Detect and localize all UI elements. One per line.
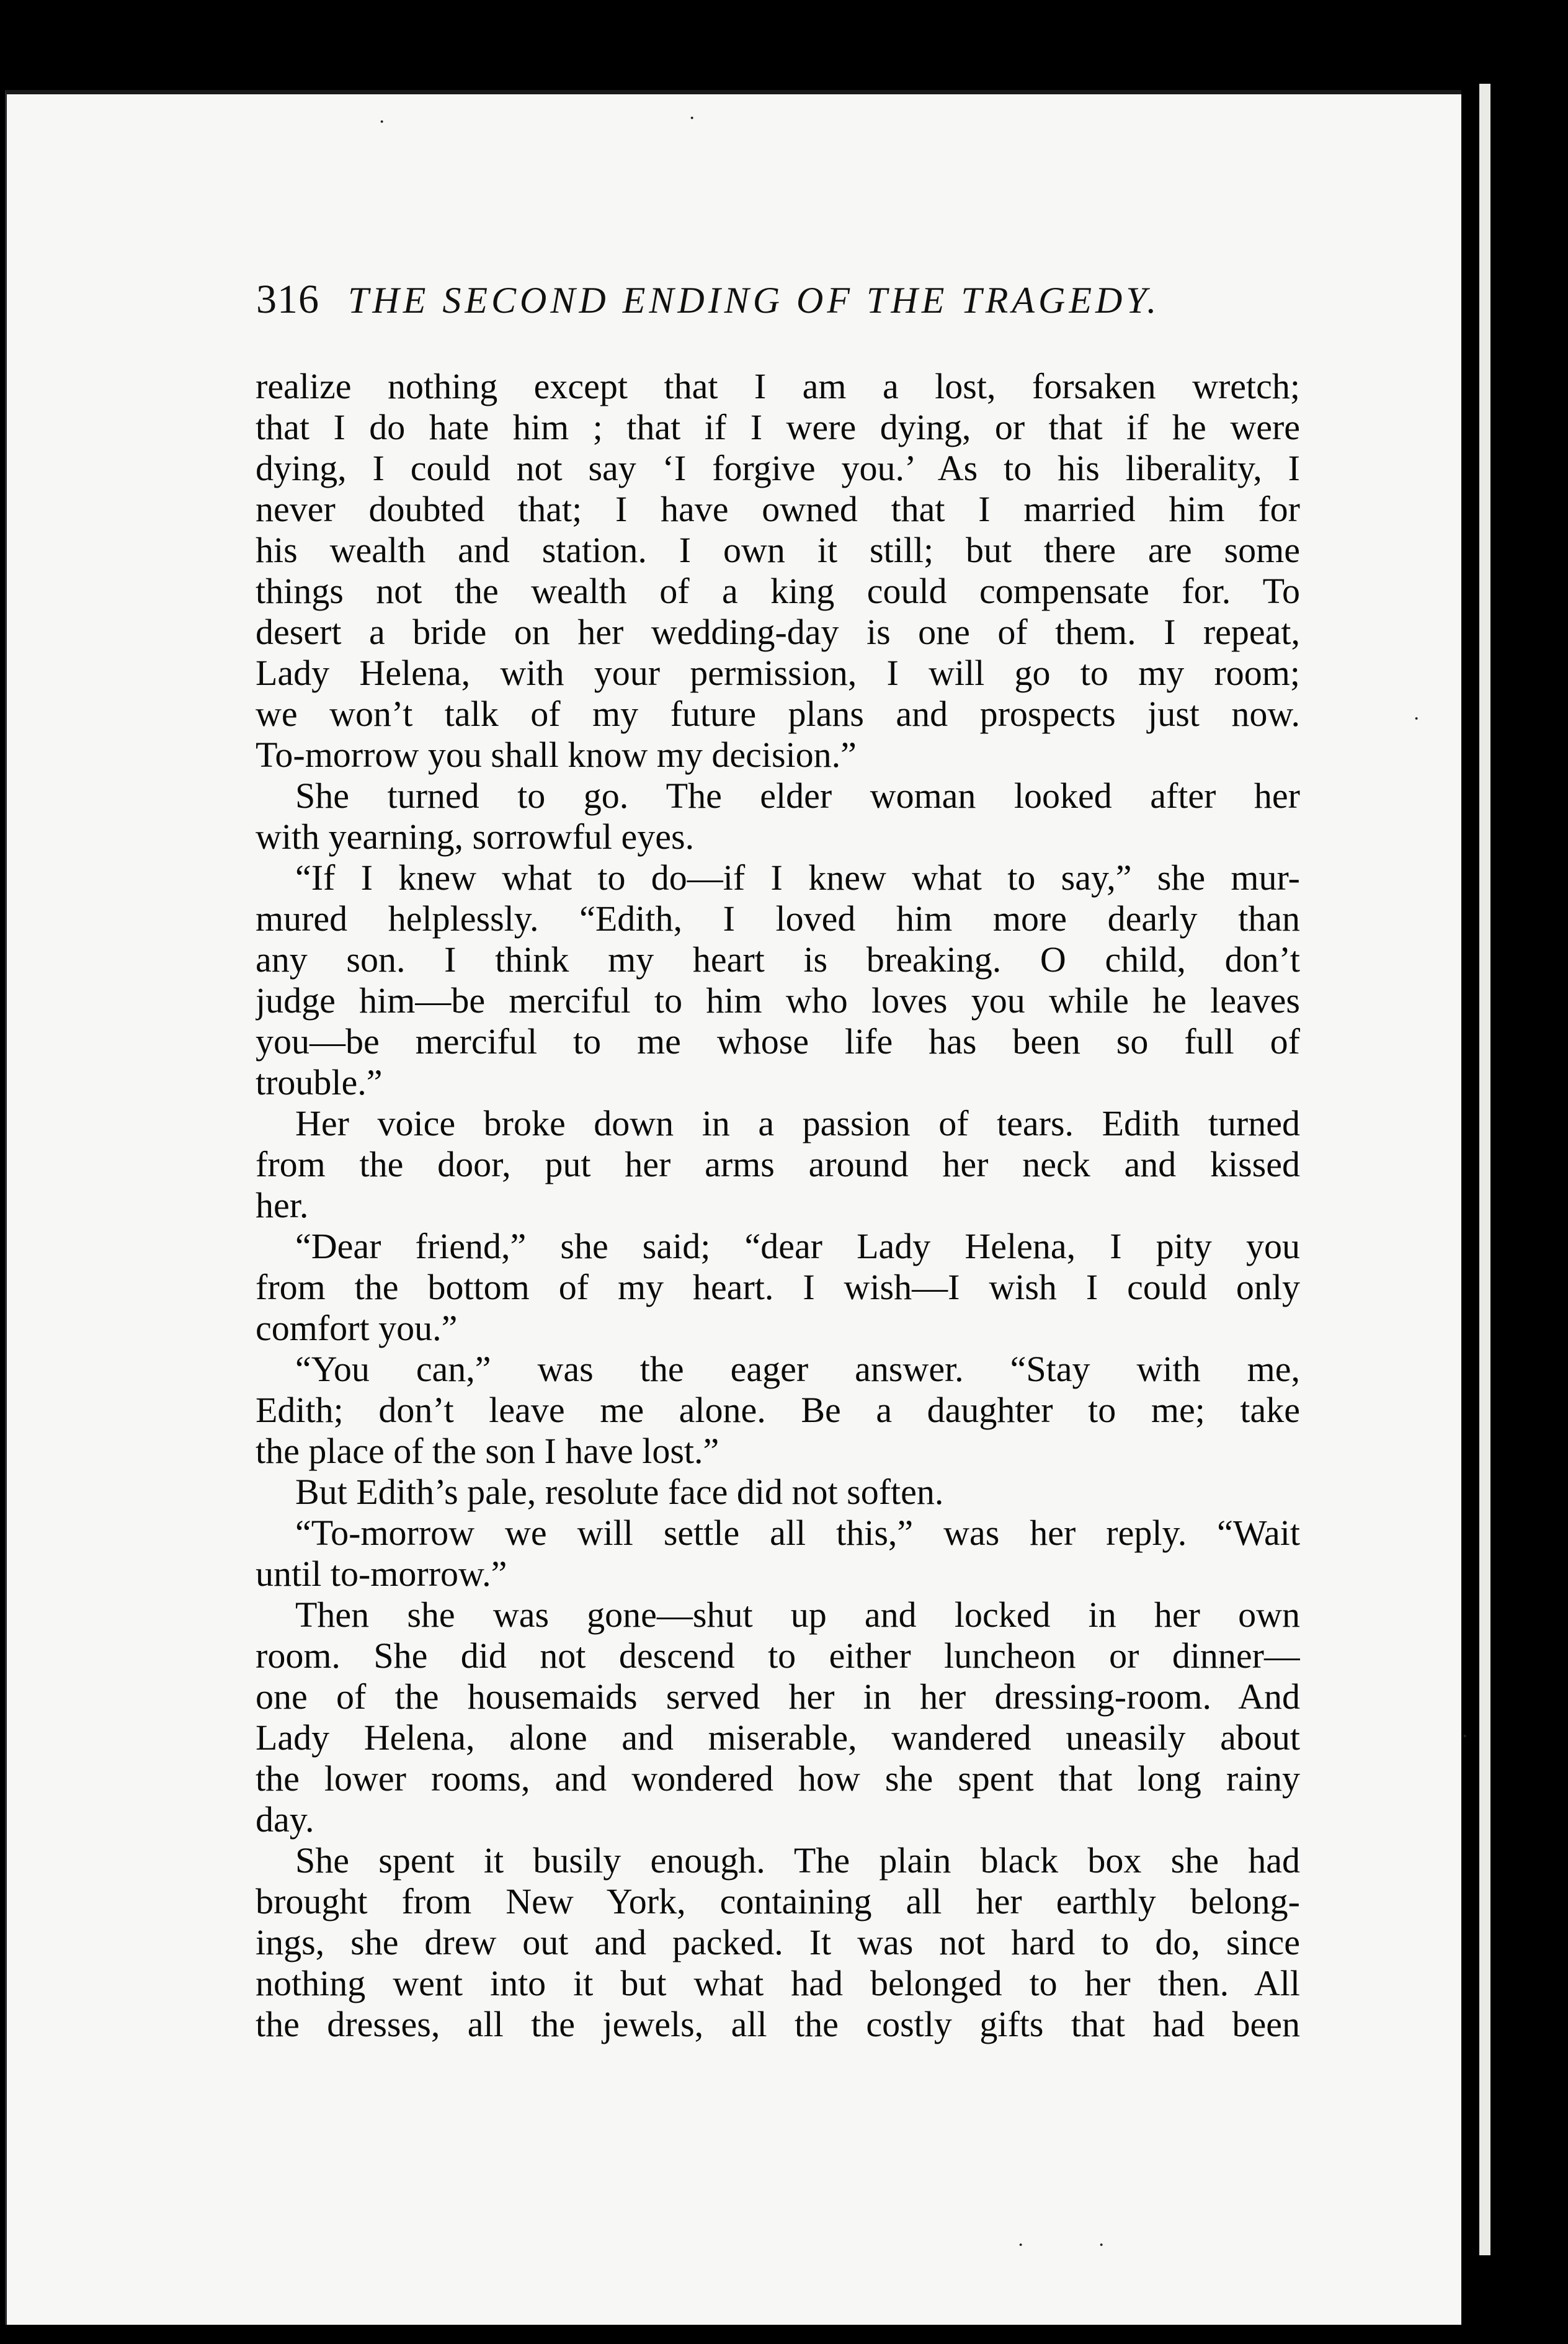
text-line: Lady Helena, alone and miserable, wandered uneasily about bbox=[256, 1717, 1300, 1758]
text-line: Her voice broke down in a passion of tears. Edith turned bbox=[295, 1103, 1300, 1143]
text-line: Edith; don’t leave me alone. Be a daughter to me; take bbox=[256, 1390, 1300, 1430]
text-line: brought from New York, containing all her earthly belong- bbox=[256, 1881, 1300, 1921]
text-line: any son. I think my heart is breaking. O child, don’t bbox=[256, 939, 1300, 980]
text-line: things not the wealth of a king could compensate for. To bbox=[256, 571, 1300, 611]
text-line: mured helplessly. “Edith, I loved him more dearly than bbox=[256, 898, 1300, 939]
text-line: She turned to go. The elder woman looked after her bbox=[295, 776, 1300, 816]
text-line: one of the housemaids served her in her dressing-room. And bbox=[256, 1676, 1300, 1717]
text-line: until to-morrow.” bbox=[256, 1554, 507, 1594]
text-line: you—be merciful to me whose life has been so full of bbox=[256, 1021, 1300, 1062]
text-line: from the door, put her arms around her neck and kissed bbox=[256, 1144, 1300, 1184]
speck-mark: · bbox=[1017, 2234, 1025, 2257]
text-line: realize nothing except that I am a lost, forsaken wretch; bbox=[256, 366, 1300, 406]
text-line: comfort you.” bbox=[256, 1308, 458, 1348]
running-head bbox=[256, 276, 1298, 323]
text-line: the place of the son I have lost.” bbox=[256, 1431, 719, 1471]
speck-mark: · bbox=[1461, 1725, 1469, 1748]
running-head-title: THE SECOND ENDING OF THE TRAGEDY. bbox=[348, 280, 1160, 321]
text-line: dying, I could not say ‘I forgive you.’ As to his liberality, I bbox=[256, 448, 1300, 488]
text-line: never doubted that; I have owned that I married him for bbox=[256, 489, 1300, 529]
page-number: 316 bbox=[256, 277, 319, 322]
text-line: that I do hate him ; that if I were dying, or that if he were bbox=[256, 407, 1300, 447]
text-line: She spent it busily enough. The plain black box she had bbox=[295, 1840, 1300, 1881]
page-edge bbox=[1479, 84, 1490, 2255]
text-line: Then she was gone—shut up and locked in her own bbox=[295, 1595, 1300, 1635]
text-line: nothing went into it but what had belonged to her then. All bbox=[256, 1963, 1300, 2003]
text-line: we won’t talk of my future plans and prospects just now. bbox=[256, 694, 1300, 734]
text-line: To-morrow you shall know my decision.” bbox=[256, 735, 857, 775]
text-line: But Edith’s pale, resolute face did not soften. bbox=[295, 1472, 944, 1512]
speck-mark: · bbox=[1413, 707, 1420, 730]
text-line: the lower rooms, and wondered how she spent that long rainy bbox=[256, 1758, 1300, 1799]
speck-mark: · bbox=[688, 107, 696, 130]
text-line: “You can,” was the eager answer. “Stay with me, bbox=[295, 1349, 1300, 1389]
speck-mark: · bbox=[1098, 2234, 1105, 2257]
text-line: Lady Helena, with your permission, I will go to my room; bbox=[256, 653, 1300, 693]
text-line: ings, she drew out and packed. It was not hard to do, since bbox=[256, 1922, 1300, 1962]
text-line: judge him—be merciful to him who loves you while he leaves bbox=[256, 980, 1300, 1021]
text-line: with yearning, sorrowful eyes. bbox=[256, 816, 695, 857]
body-text bbox=[256, 366, 1300, 2045]
text-line: trouble.” bbox=[256, 1062, 383, 1103]
text-line: “To-morrow we will settle all this,” was her reply. “Wait bbox=[295, 1513, 1300, 1553]
text-line: desert a bride on her wedding-day is one of them. I repeat, bbox=[256, 612, 1300, 652]
text-line: room. She did not descend to either luncheon or dinner— bbox=[256, 1635, 1300, 1676]
text-line: “Dear friend,” she said; “dear Lady Helena, I pity you bbox=[295, 1226, 1300, 1266]
text-line: “If I knew what to do—if I knew what to say,” she mur- bbox=[295, 857, 1300, 898]
text-line: his wealth and station. I own it still; but there are some bbox=[256, 530, 1300, 570]
text-line: from the bottom of my heart. I wish—I wish I could only bbox=[256, 1267, 1300, 1307]
speck-mark: · bbox=[378, 110, 386, 133]
text-line: day. bbox=[256, 1799, 314, 1840]
text-line: the dresses, all the jewels, all the costly gifts that had been bbox=[256, 2004, 1300, 2044]
text-line: her. bbox=[256, 1185, 309, 1225]
